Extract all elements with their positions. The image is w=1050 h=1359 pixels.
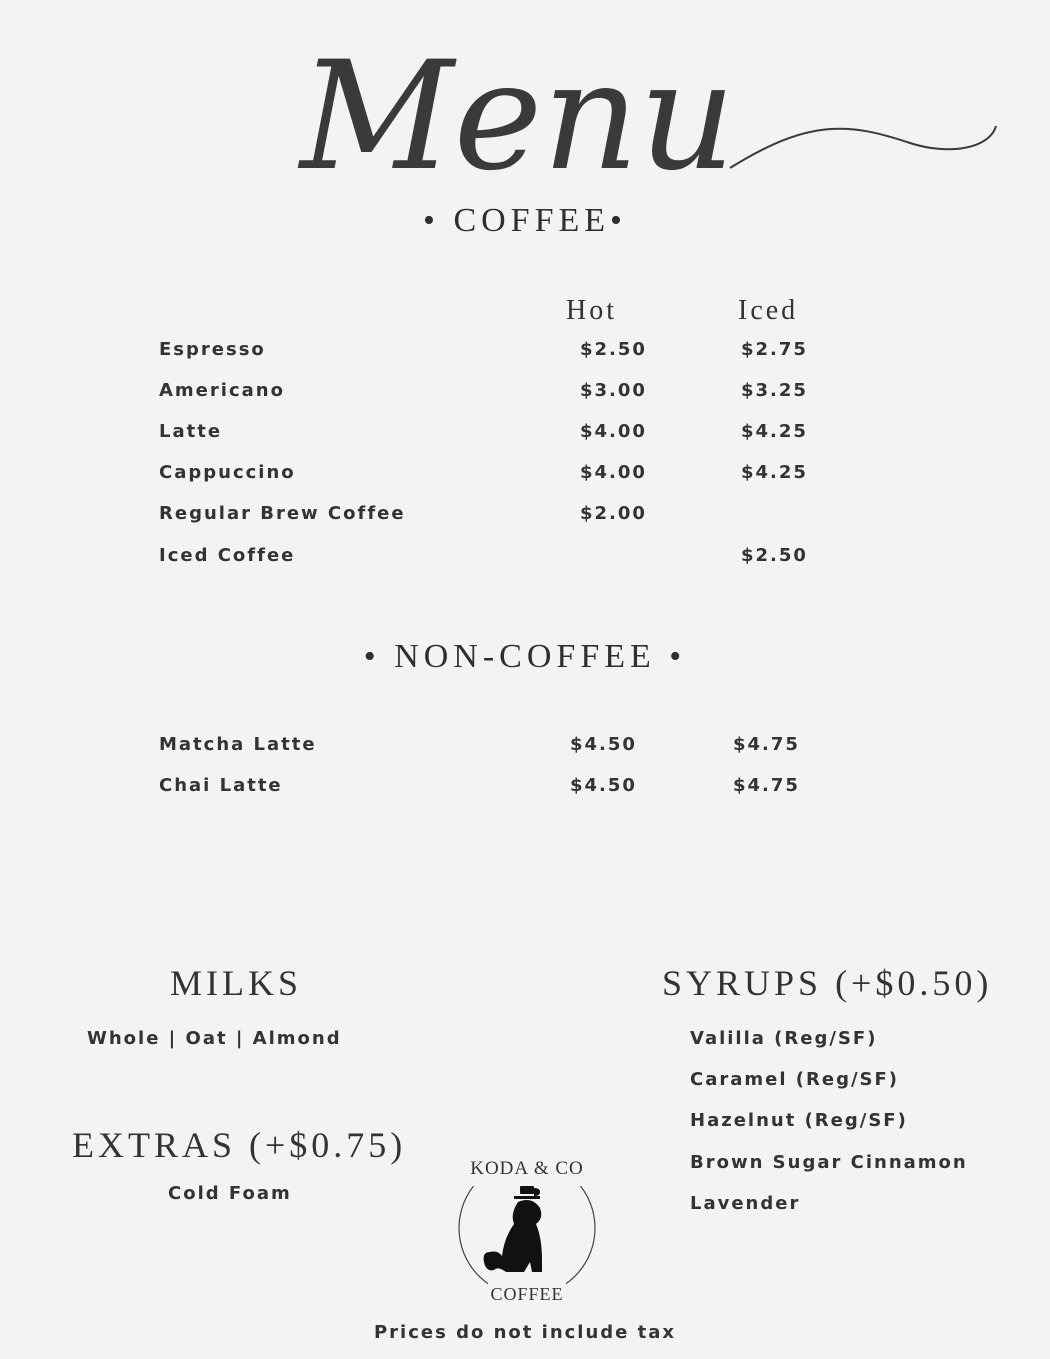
non-coffee-item-iced-price: $4.75 (733, 775, 800, 796)
syrup-item: Valilla (Reg/SF) (690, 1028, 878, 1049)
tax-disclaimer: Prices do not include tax (373, 1322, 677, 1343)
coffee-item-name: Espresso (159, 339, 266, 360)
coffee-item-iced-price: $4.25 (741, 421, 808, 442)
logo-top-text: KODA & CO (470, 1158, 584, 1179)
title-flourish (730, 126, 996, 168)
non-coffee-item-name: Chai Latte (159, 775, 283, 796)
coffee-item-hot-price: $4.00 (580, 462, 647, 483)
non-coffee-item-hot-price: $4.50 (570, 775, 637, 796)
syrup-item: Lavender (690, 1193, 801, 1214)
syrup-item: Caramel (Reg/SF) (690, 1069, 900, 1090)
syrups-heading: SYRUPS (+$0.50) (662, 963, 993, 1003)
coffee-heading: • COFFEE• (423, 202, 627, 239)
non-coffee-heading-text: NON-COFFEE (394, 638, 656, 675)
syrup-item: Brown Sugar Cinnamon (690, 1152, 968, 1173)
coffee-item-name: Latte (159, 421, 223, 442)
non-coffee-item-name: Matcha Latte (159, 734, 317, 755)
non-coffee-item-iced-price: $4.75 (733, 734, 800, 755)
coffee-item-name: Americano (159, 380, 285, 401)
coffee-item-name: Cappuccino (159, 462, 296, 483)
extras-item: Cold Foam (168, 1183, 292, 1204)
milk-options: Whole | Oat | Almond (87, 1028, 342, 1049)
koda-co-logo (452, 1150, 602, 1310)
menu-title-text: Menu (300, 30, 736, 198)
coffee-item-iced-price: $3.25 (741, 380, 808, 401)
extras-heading: EXTRAS (+$0.75) (72, 1125, 407, 1165)
hot-column-header: Hot (566, 295, 617, 326)
iced-column-header: Iced (738, 295, 799, 326)
coffee-item-name: Regular Brew Coffee (159, 503, 406, 524)
syrup-item: Hazelnut (Reg/SF) (690, 1110, 908, 1131)
coffee-item-iced-price: $4.25 (741, 462, 808, 483)
coffee-heading-text: COFFEE (453, 202, 611, 239)
non-coffee-heading: • NON-COFFEE • (363, 638, 687, 675)
coffee-item-name: Iced Coffee (159, 545, 296, 566)
coffee-item-hot-price: $2.50 (580, 339, 647, 360)
coffee-item-iced-price: $2.75 (741, 339, 808, 360)
dog-silhouette-icon (484, 1186, 542, 1272)
coffee-item-hot-price: $3.00 (580, 380, 647, 401)
milks-heading: MILKS (170, 963, 303, 1003)
logo-bottom-text: COFFEE (490, 1284, 564, 1304)
non-coffee-item-hot-price: $4.50 (570, 734, 637, 755)
coffee-item-hot-price: $2.00 (580, 503, 647, 524)
coffee-item-hot-price: $4.00 (580, 421, 647, 442)
coffee-item-iced-price: $2.50 (741, 545, 808, 566)
menu-title (290, 8, 1010, 198)
